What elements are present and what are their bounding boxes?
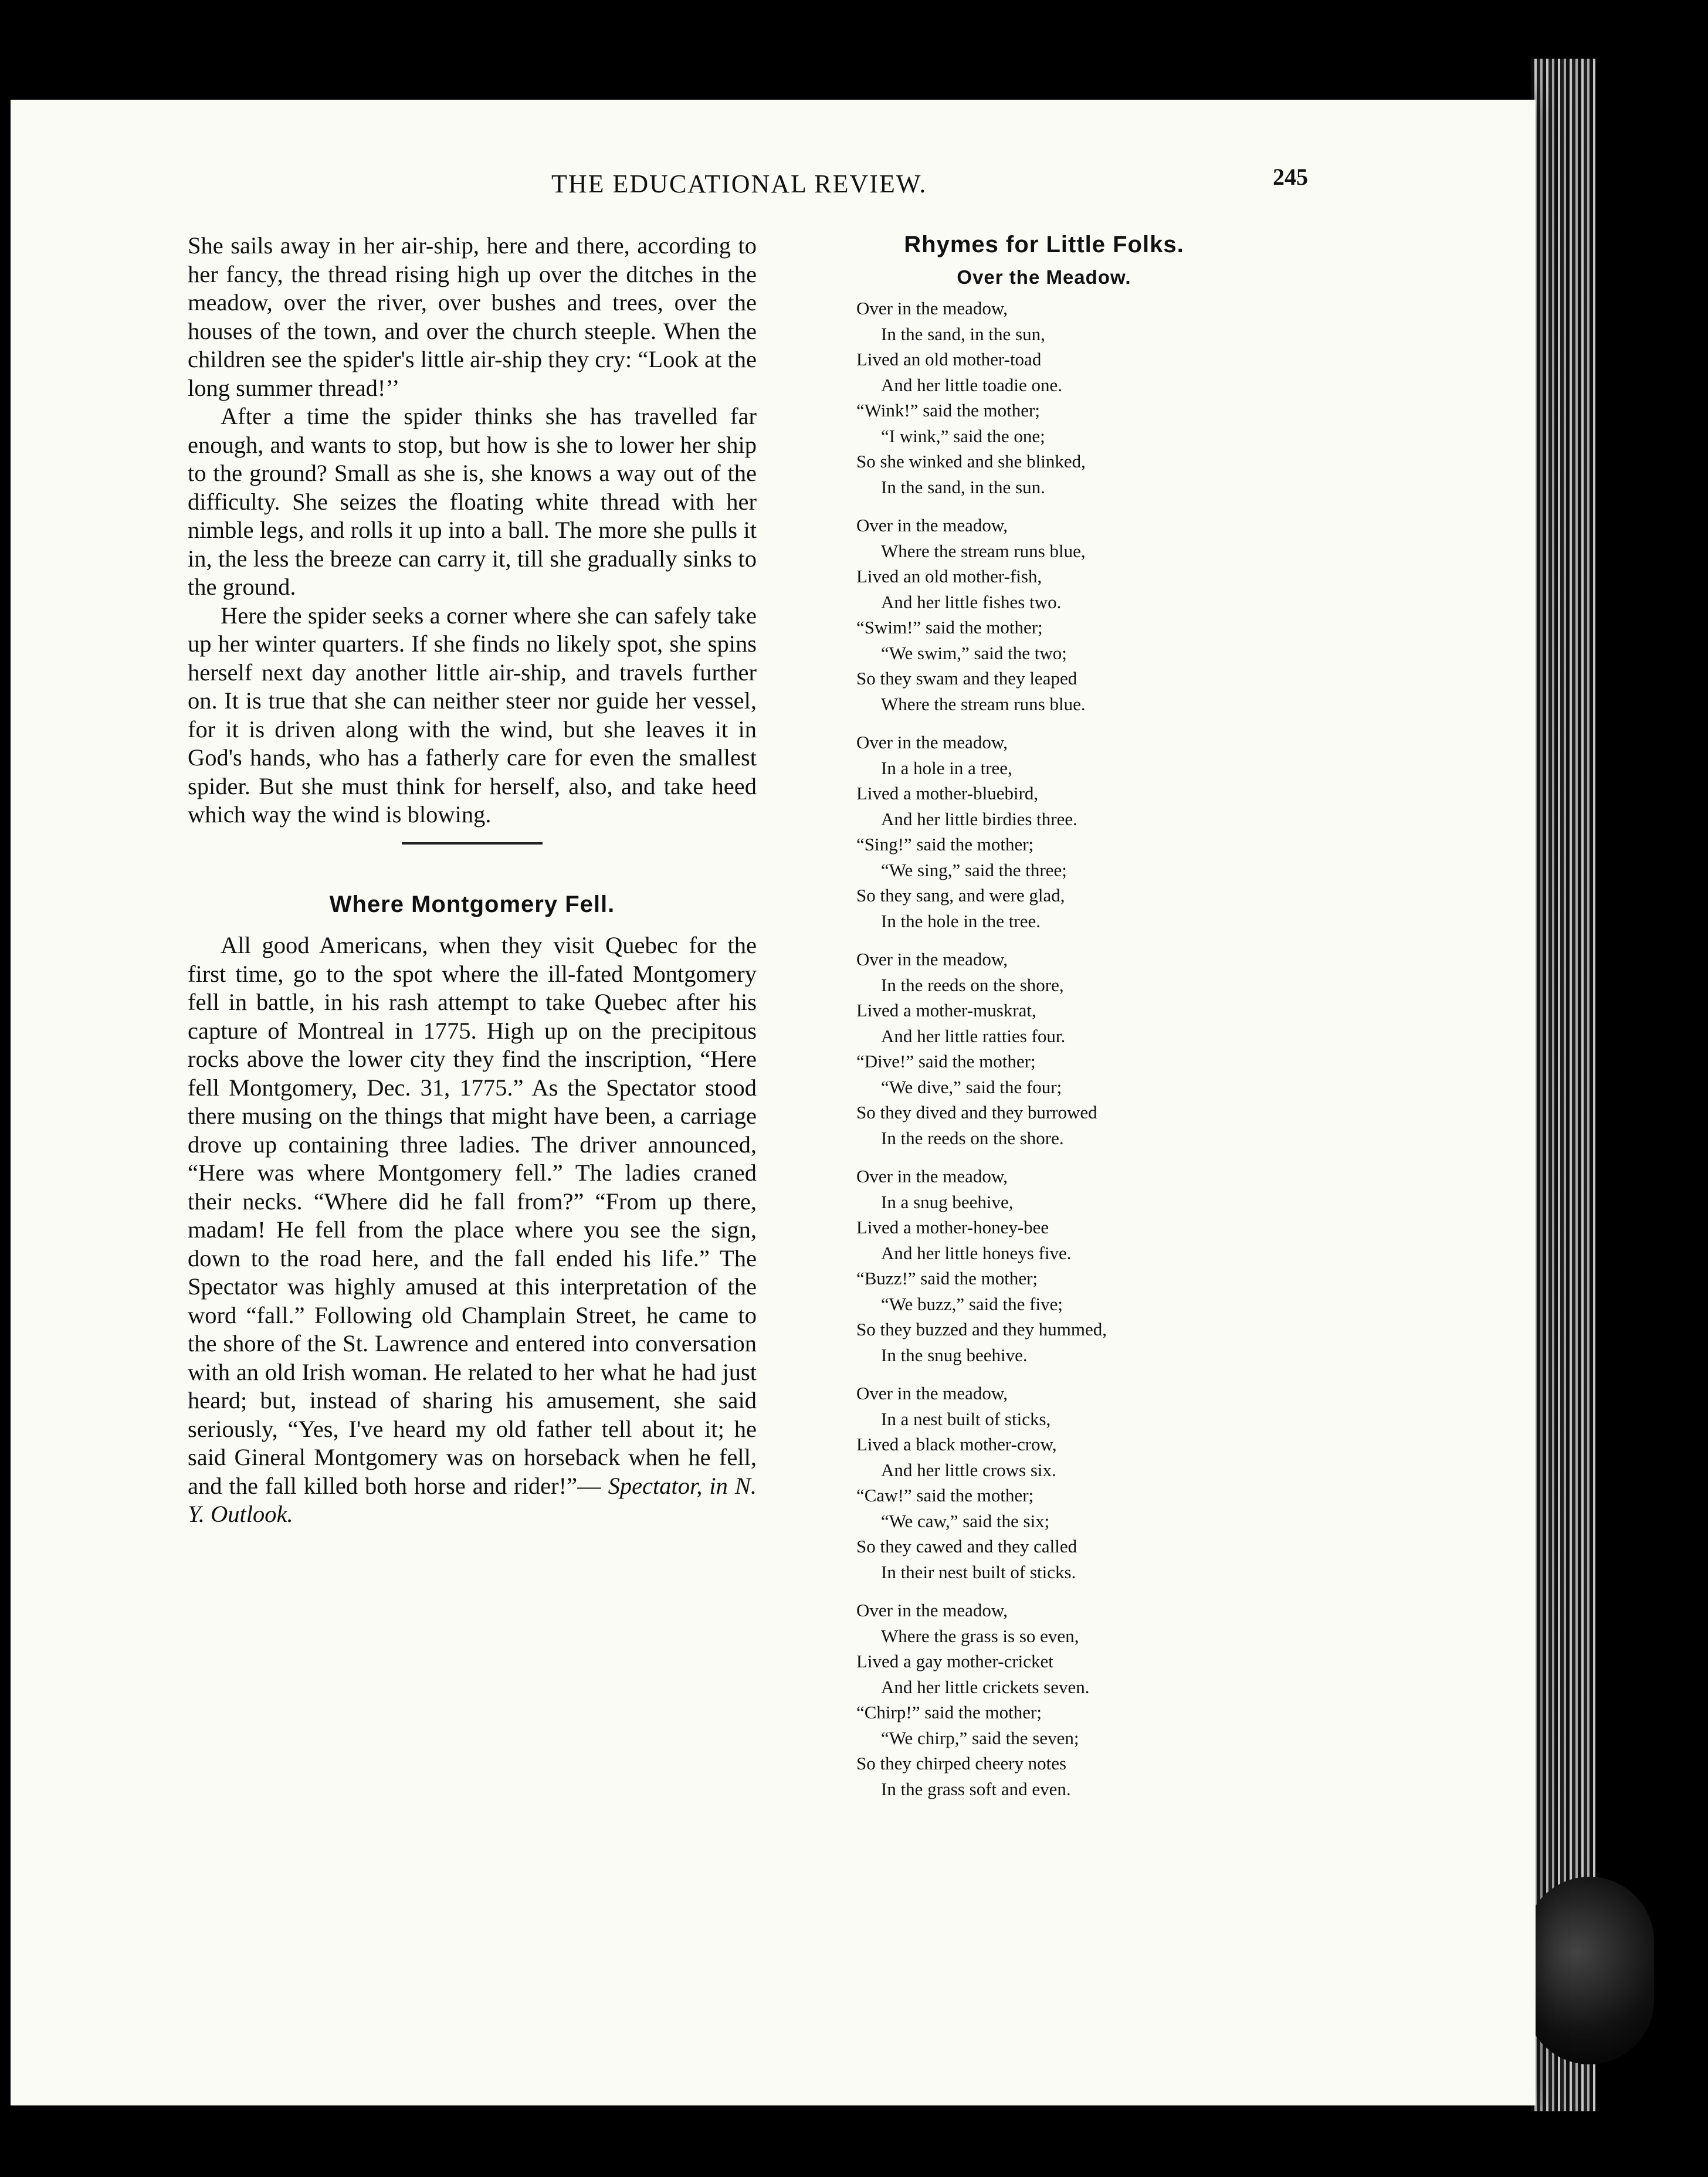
poem-line: “We chirp,” said the seven;: [881, 1727, 1079, 1748]
poem-line: And her little honeys five.: [881, 1242, 1072, 1263]
poem-line: So she winked and she blinked,: [856, 451, 1086, 472]
poem-line: “Caw!” said the mother;: [856, 1485, 1034, 1505]
poem-line: Where the stream runs blue.: [881, 693, 1086, 714]
poem-line: So they chirped cheery notes: [856, 1753, 1067, 1774]
page-number: 245: [1273, 164, 1308, 190]
scan-margin: [1595, 0, 1708, 2177]
page-edge-stack: [1531, 59, 1595, 2111]
poem-line: In the grass soft and even.: [881, 1778, 1071, 1799]
poem-stanza: [856, 296, 1232, 500]
poem-line: And her little toadie one.: [881, 374, 1063, 395]
poem-stanza: [856, 1381, 1232, 1585]
poem-line: Lived an old mother-toad: [856, 349, 1042, 369]
poem-stanzas: [856, 296, 1232, 1802]
poem-line: Where the stream runs blue,: [881, 540, 1086, 561]
poem-line: “I wink,” said the one;: [881, 425, 1045, 446]
poem-line: And her little fishes two.: [881, 591, 1062, 612]
poem-line: In the snug beehive.: [881, 1344, 1028, 1365]
poem-line: Lived a black mother-crow,: [856, 1434, 1057, 1454]
section-divider: [402, 842, 543, 845]
poem-section-heading: Rhymes for Little Folks.: [904, 232, 1184, 257]
paragraph-spider-3: Here the spider seeks a corner where she can safely take up her winter quarters. If she finds no likely spot, she spins herself next day another little air-ship, and travels further on. It is true that she can neither steer nor guide her vessel, for it is driven along with the wind, but she leaves it in God's hands, who has a fatherly care for even the smallest spider. But she must think for herself, also, and take heed which way the wind is blowing.: [188, 602, 757, 828]
poem-line: In the sand, in the sun,: [881, 323, 1045, 344]
paragraph-montgomery: [188, 931, 757, 1529]
thumb-shadow: [1525, 1877, 1654, 2064]
poem-line: “Wink!” said the mother;: [856, 400, 1040, 421]
poem-line: “Chirp!” said the mother;: [856, 1702, 1042, 1722]
article-title-montgomery: Where Montgomery Fell.: [329, 891, 615, 917]
poem-line: And her little birdies three.: [881, 808, 1077, 829]
poem-title: Over the Meadow.: [957, 266, 1131, 288]
poem-line: Over in the meadow,: [856, 732, 1008, 752]
montgomery-body: All good Americans, when they visit Quebec for the first time, go to the spot where the ill-fated Montgomery fell in battle, in his rash attempt to take Quebec after his capture of Montreal in 1775. High up on the precipitous rocks above the lower city they find the inscription, “Here fell Montgomery, Dec. 31, 1775.” As the Spectator stood there musing on the things that might have been, a carriage drove up containing three ladies. The driver announced, “Here was where Montgomery fell.” The ladies craned their necks. “Where did he fall from?” “From up there, madam! He fell from the place where you see the sign, down to the road here, and the fall ended his life.” The Spectator was highly amused at this interpretation of the word “fall.” Following old Champlain Street, he came to the shore of the St. Lawrence and entered into conversation with an old Irish woman. He related to her what he had just heard; but, instead of sharing his amusement, she said seriously, “Yes, I've heard my old father tell about it; he said Gineral Montgomery was on horseback when he fell, and the fall killed both horse and rider!”—: [188, 932, 757, 1499]
poem-line: Over in the meadow,: [856, 298, 1008, 318]
poem-line: Over in the meadow,: [856, 1600, 1008, 1620]
poem-line: In the reeds on the shore.: [881, 1127, 1064, 1148]
book-page: [11, 100, 1536, 2105]
poem-line: “We swim,” said the two;: [881, 642, 1067, 663]
poem-line: In the hole in the tree.: [881, 910, 1041, 931]
poem-line: In the reeds on the shore,: [881, 974, 1064, 995]
poem-line: Lived an old mother-fish,: [856, 566, 1042, 586]
poem-line: “We sing,” said the three;: [881, 859, 1067, 880]
poem-line: So they sang, and were glad,: [856, 885, 1065, 906]
poem-line: So they dived and they burrowed: [856, 1102, 1097, 1123]
running-head: THE EDUCATIONAL REVIEW.: [551, 169, 927, 198]
poem-line: So they swam and they leaped: [856, 668, 1077, 689]
poem-stanza: [856, 1164, 1232, 1368]
poem-line: Lived a mother-honey-bee: [856, 1217, 1049, 1237]
poem-stanza: [856, 947, 1232, 1151]
montgomery-attribution: Spectator, in N. Y. Outlook.: [188, 1472, 757, 1527]
poem-line: Over in the meadow,: [856, 949, 1008, 969]
poem-line: In their nest built of sticks.: [881, 1561, 1076, 1582]
poem-line: Over in the meadow,: [856, 1383, 1008, 1403]
poem-line: “We buzz,” said the five;: [881, 1293, 1063, 1314]
poem-line: And her little crows six.: [881, 1459, 1056, 1480]
poem-line: “We caw,” said the six;: [881, 1510, 1050, 1531]
left-column: [188, 232, 757, 1529]
poem-line: “We dive,” said the four;: [881, 1076, 1062, 1097]
poem-line: In a nest built of sticks,: [881, 1408, 1051, 1429]
poem-line: And her little crickets seven.: [881, 1676, 1090, 1697]
poem-line: In a hole in a tree,: [881, 757, 1012, 778]
poem-line: Lived a mother-bluebird,: [856, 783, 1039, 803]
poem-line: Lived a gay mother-cricket: [856, 1651, 1053, 1671]
poem-stanza: [856, 1598, 1232, 1802]
right-column: [856, 232, 1232, 1815]
poem-stanza: [856, 513, 1232, 717]
poem-line: Where the grass is so even,: [881, 1625, 1079, 1646]
poem-line: So they buzzed and they hummed,: [856, 1319, 1107, 1340]
poem-line: So they cawed and they called: [856, 1536, 1077, 1557]
poem-line: Over in the meadow,: [856, 515, 1008, 535]
poem-line: “Sing!” said the mother;: [856, 834, 1034, 854]
poem-line: “Dive!” said the mother;: [856, 1051, 1036, 1071]
paragraph-spider-2: After a time the spider thinks she has travelled far enough, and wants to stop, but how is she to lower her ship to the ground? Small as she is, she knows a way out of the difficulty. She seizes the floating white thread with her nimble legs, and rolls it up into a ball. The more she pulls it in, the less the breeze can carry it, till she gradually sinks to the ground.: [188, 403, 757, 600]
paragraph-spider-1: She sails away in her air-ship, here and there, according to her fancy, the thread rising high up over the ditches in the meadow, over the river, over bushes and trees, over the houses of the town, and over the church steeple. When the children see the spider's little air-ship they cry: “Look at the long summer thread!’’: [188, 232, 757, 401]
poem-line: And her little ratties four.: [881, 1025, 1066, 1046]
poem-line: Over in the meadow,: [856, 1166, 1008, 1186]
poem-line: Lived a mother-muskrat,: [856, 1000, 1036, 1020]
poem-line: In the sand, in the sun.: [881, 476, 1045, 497]
poem-line: “Swim!” said the mother;: [856, 617, 1043, 637]
poem-line: “Buzz!” said the mother;: [856, 1268, 1038, 1288]
poem-line: In a snug beehive,: [881, 1191, 1014, 1212]
poem-stanza: [856, 730, 1232, 934]
